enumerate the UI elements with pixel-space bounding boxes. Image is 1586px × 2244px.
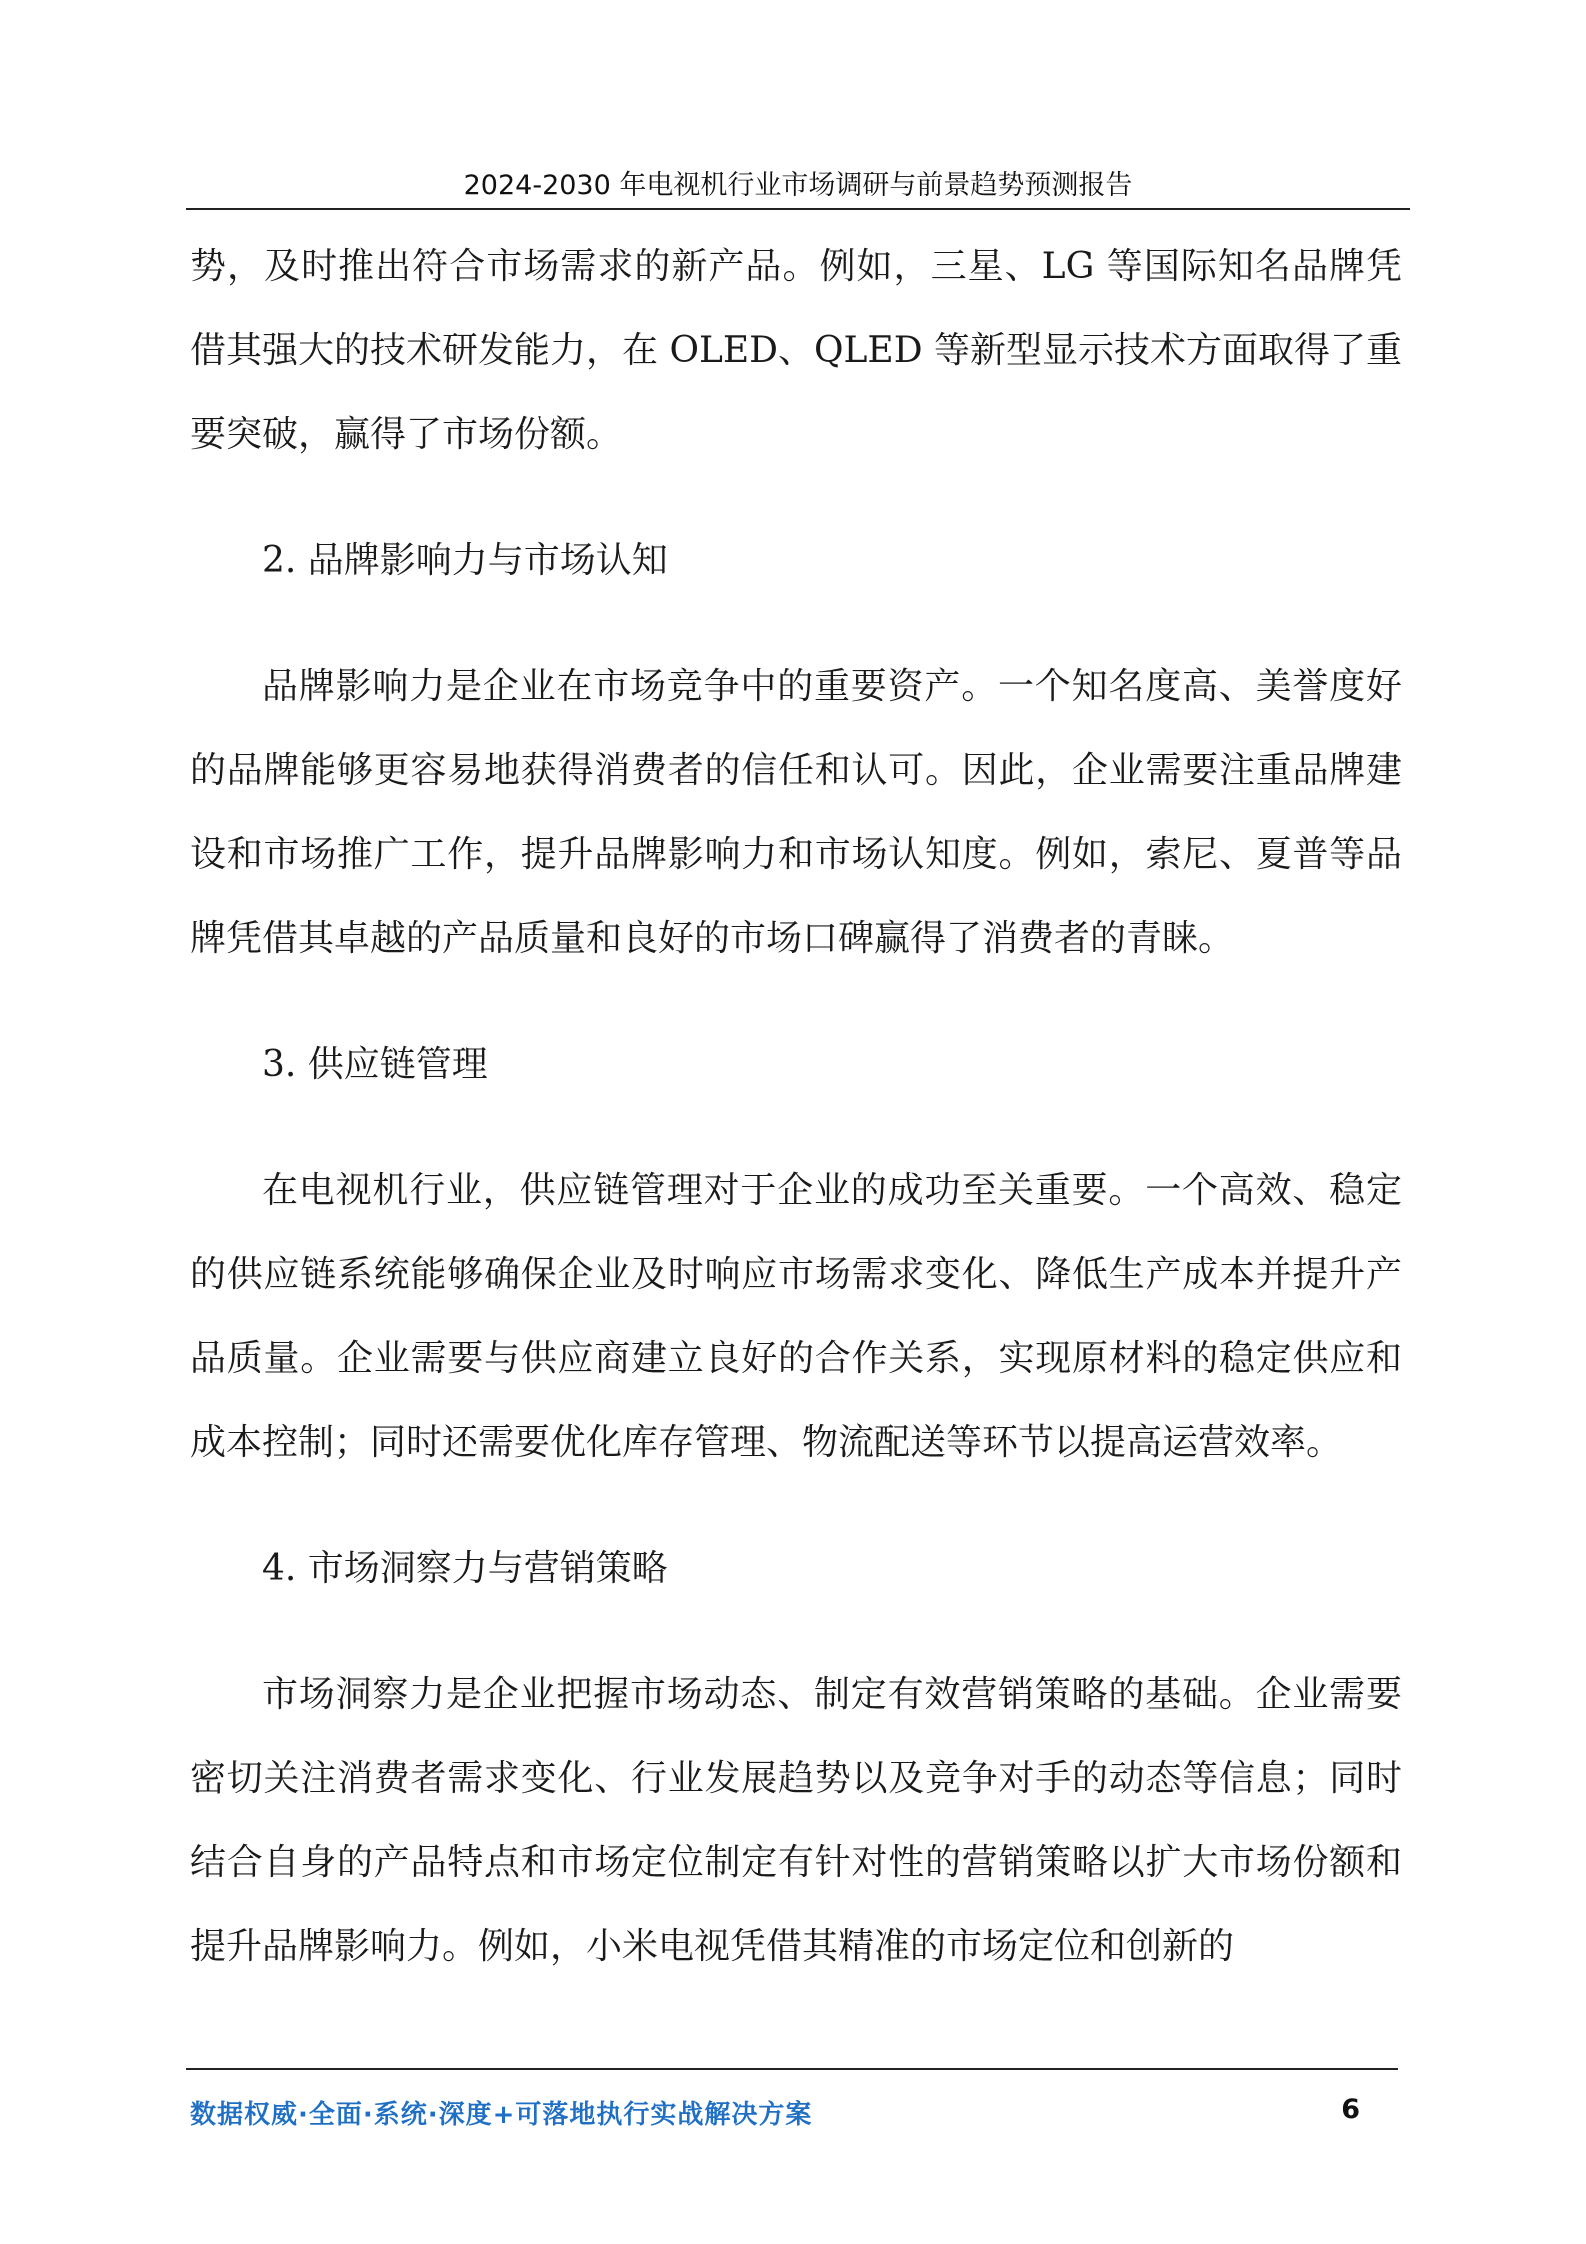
section-heading-4: 4. 市场洞察力与营销策略 [262, 1548, 668, 1589]
document-body [190, 225, 1402, 1989]
footer-divider [186, 2068, 1398, 2070]
section-heading-3: 3. 供应链管理 [262, 1044, 488, 1085]
spacer [190, 1485, 1402, 1527]
paragraph-brand-influence: 品牌影响力是企业在市场竞争中的重要资产。一个知名度高、美誉度好的品牌能够更容易地获得消费者的信任和认可。因此，企业需要注重品牌建设和市场推广工作，提升品牌影响力和市场认知度。例如，索尼、夏普等品牌凭借其卓越的产品质量和良好的市场口碑赢得了消费者的青睐。 [190, 666, 1402, 959]
spacer [190, 603, 1402, 645]
spacer [190, 1611, 1402, 1653]
section-heading-2: 2. 品牌影响力与市场认知 [262, 540, 668, 581]
paragraph-market-insight: 市场洞察力是企业把握市场动态、制定有效营销策略的基础。企业需要密切关注消费者需求变化、行业发展趋势以及竞争对手的动态等信息；同时结合自身的产品特点和市场定位制定有针对性的营销策略以扩大市场份额和提升品牌影响力。例如，小米电视凭借其精准的市场定位和创新的 [190, 1674, 1402, 1967]
page-header-title: 2024-2030 年电视机行业市场调研与前景趋势预测报告 [463, 170, 1133, 201]
page-number: 6 [1341, 2094, 1360, 2125]
footer-slogan: 数据权威·全面·系统·深度+可落地执行实战解决方案 [190, 2100, 813, 2130]
spacer [190, 981, 1402, 1023]
spacer [190, 1107, 1402, 1149]
paragraph-supply-chain: 在电视机行业，供应链管理对于企业的成功至关重要。一个高效、稳定的供应链系统能够确保企业及时响应市场需求变化、降低生产成本并提升产品质量。企业需要与供应商建立良好的合作关系，实现原材料的稳定供应和成本控制；同时还需要优化库存管理、物流配送等环节以提高运营效率。 [190, 1170, 1402, 1463]
spacer [190, 477, 1402, 519]
header-divider [186, 208, 1410, 210]
paragraph-continued: 势，及时推出符合市场需求的新产品。例如，三星、LG 等国际知名品牌凭借其强大的技术研发能力，在 OLED、QLED 等新型显示技术方面取得了重要突破，赢得了市场份额。 [190, 246, 1403, 455]
